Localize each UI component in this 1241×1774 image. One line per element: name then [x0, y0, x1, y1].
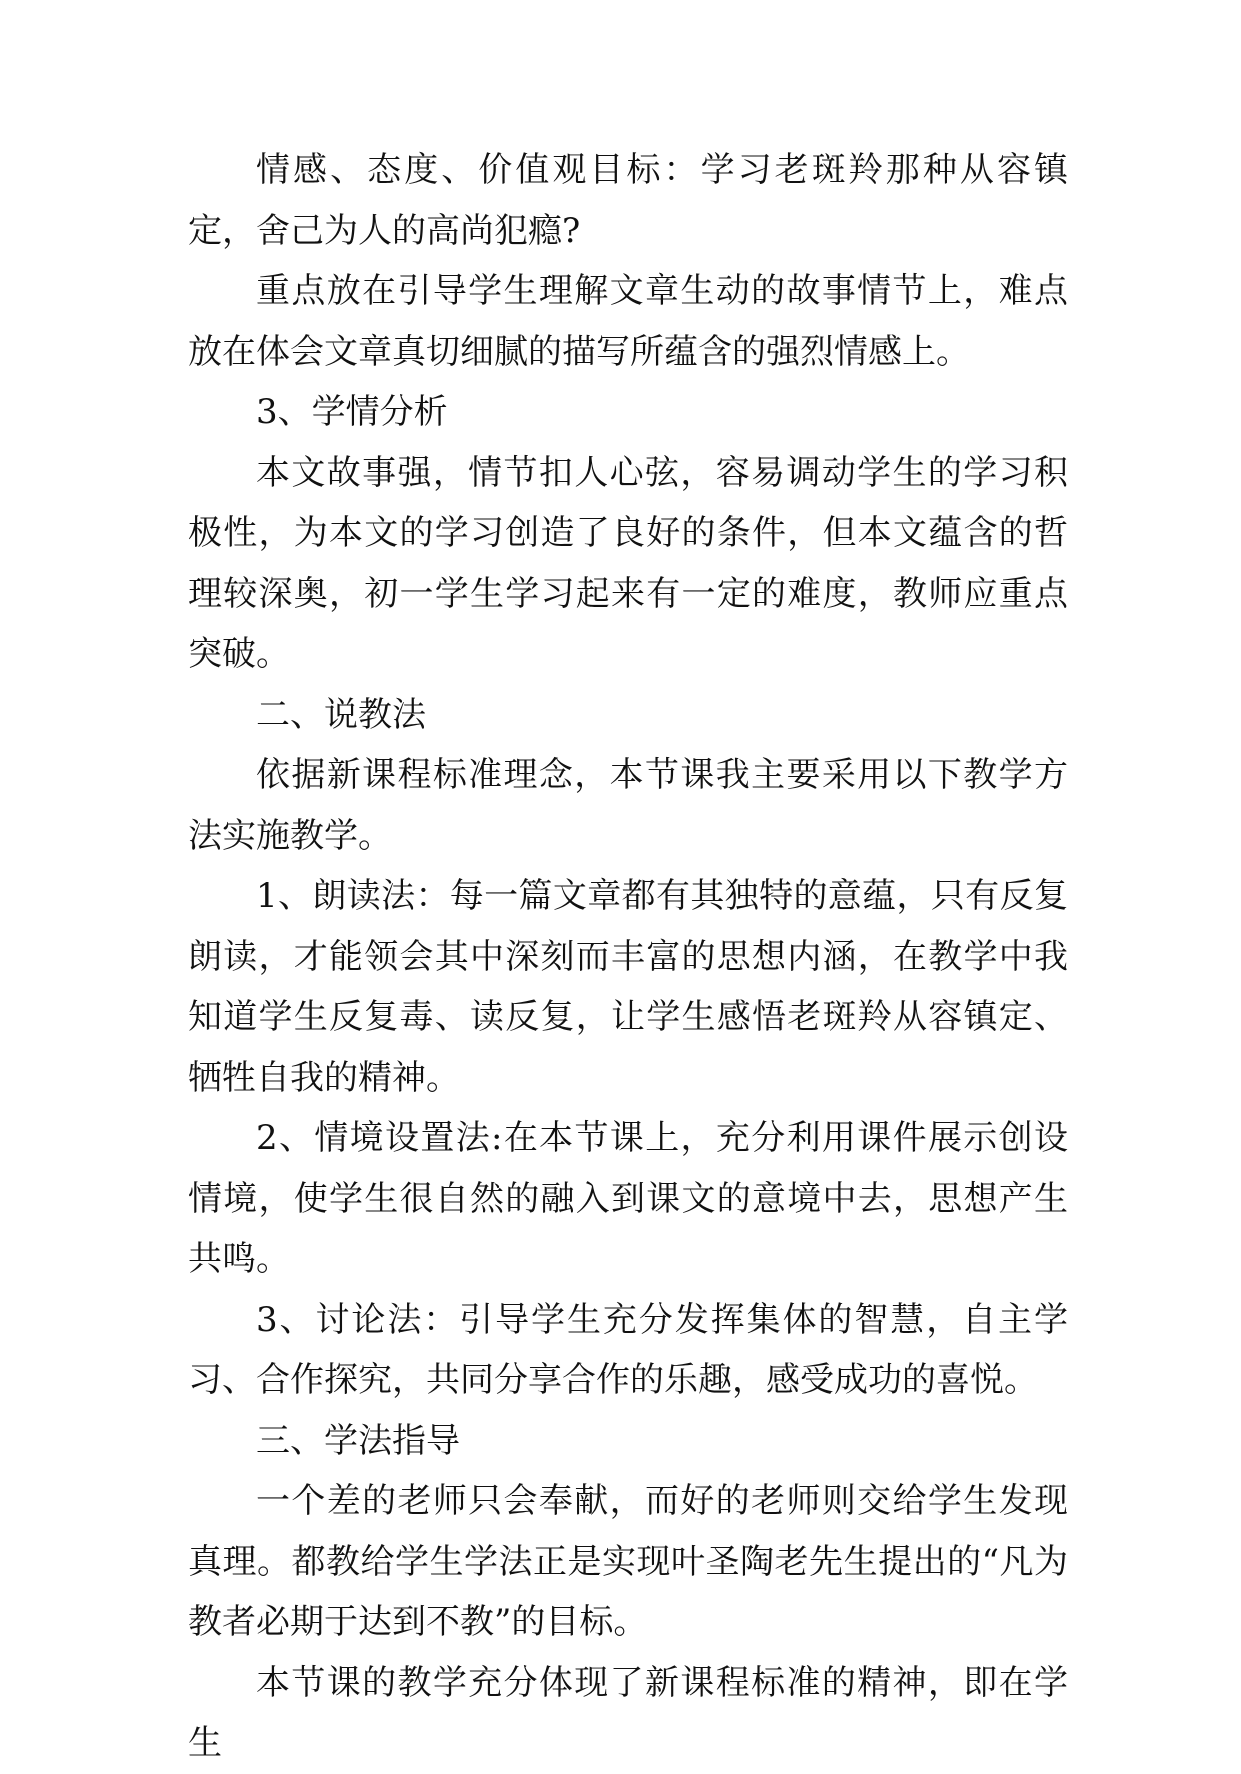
paragraph-learning-guidance: 一个差的老师只会奉献，而好的老师则交给学生发现真理。都教给学生学法正是实现叶圣陶老先生提出的“凡为教者必期于达到不教”的目标。 — [188, 1481, 1068, 1642]
paragraph-curriculum-spirit: 本节课的教学充分体现了新课程标准的精神，即在学生 — [188, 1662, 1068, 1763]
paragraph-emotion-goal: 情感、态度、价值观目标：学习老斑羚那种从容镇定，舍己为人的高尚犯瘾? — [188, 150, 1068, 251]
heading-learning-guidance: 三、学法指导 — [256, 1420, 460, 1461]
paragraph-learning-analysis: 本文故事强，情节扣人心弦，容易调动学生的学习积极性，为本文的学习创造了良好的条件，但本文蕴含的哲理较深奥，初一学生学习起来有一定的难度，教师应重点突破。 — [188, 452, 1068, 674]
heading-teaching-methods: 二、说教法 — [256, 694, 426, 735]
document-body — [188, 140, 1068, 1774]
heading-learning-analysis: 3、学情分析 — [256, 392, 448, 432]
paragraph-discussion-method: 3、讨论法：引导学生充分发挥集体的智慧，自主学习、合作探究，共同分享合作的乐趣，感受成功的喜悦。 — [188, 1299, 1068, 1400]
paragraph-reading-method: 1、朗读法：每一篇文章都有其独特的意蕴，只有反复朗读，才能领会其中深刻而丰富的思想内涵，在教学中我知道学生反复毒、读反复，让学生感悟老斑羚从容镇定、牺牲自我的精神。 — [188, 876, 1068, 1098]
paragraph-key-difficult-points: 重点放在引导学生理解文章生动的故事情节上，难点放在体会文章真切细腻的描写所蕴含的强烈情感上。 — [188, 271, 1068, 372]
paragraph-teaching-methods-intro: 依据新课程标准理念，本节课我主要采用以下教学方法实施教学。 — [188, 755, 1068, 856]
paragraph-situation-method: 2、情境设置法:在本节课上，充分利用课件展示创设情境，使学生很自然的融入到课文的意境中去，思想产生共鸣。 — [188, 1118, 1068, 1279]
